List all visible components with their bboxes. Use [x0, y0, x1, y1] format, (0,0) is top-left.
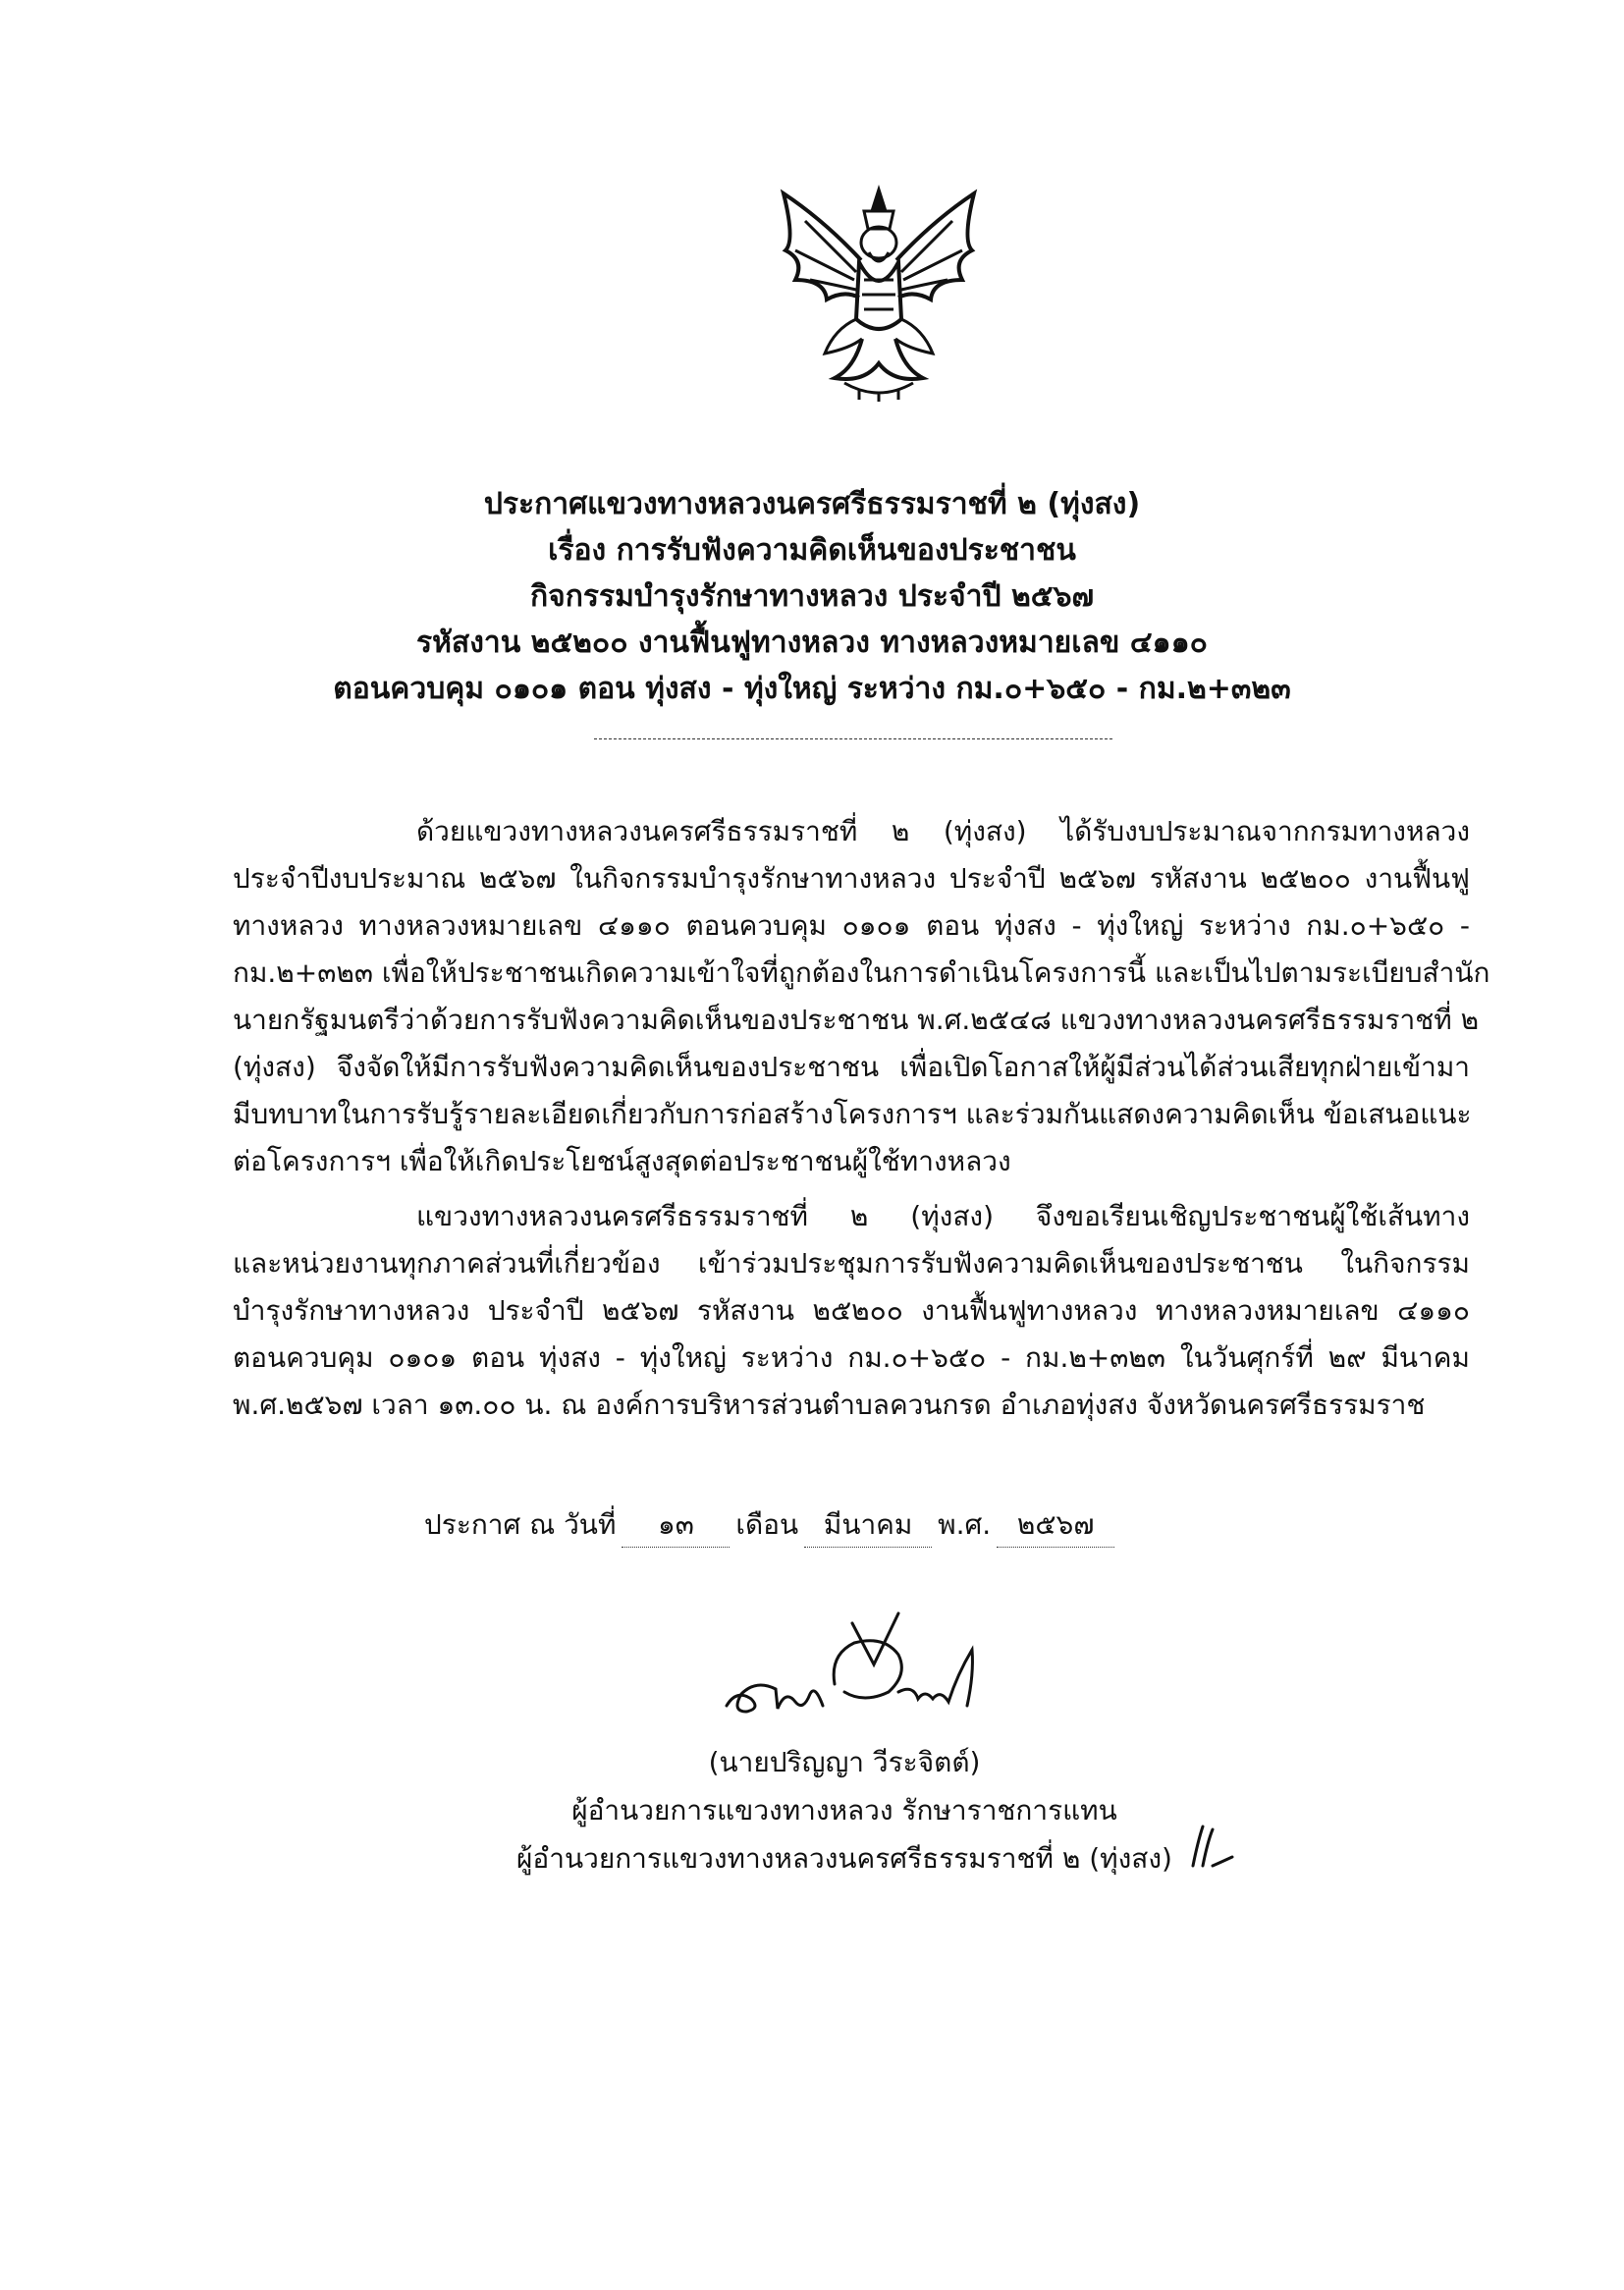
heading-line: รหัสงาน ๒๕๒๐๐ งานฟื้นฟูทางหลวง ทางหลวงหมายเลข ๔๑๑๐: [416, 626, 1208, 660]
body-line: บำรุงรักษาทางหลวง ประจำปี ๒๕๖๗ รหัสงาน ๒๕๒๐๐ งานฟื้นฟูทางหลวง ทางหลวงหมายเลข ๔๑๑๐: [233, 1294, 1470, 1327]
body-line: ตอนควบคุม ๐๑๐๑ ตอน ทุ่งสง - ทุ่งใหญ่ ระหว่าง กม.๐+๖๕๐ - กม.๒+๓๒๓ ในวันศุกร์ที่ ๒๙ มีนาคม: [233, 1341, 1470, 1374]
date-prefix: ประกาศ ณ วันที่: [424, 1508, 617, 1541]
body-line: (ทุ่งสง) จึงจัดให้มีการรับฟังความคิดเห็นของประชาชน เพื่อเปิดโอกาสให้ผู้มีส่วนได้ส่วนเสียทุกฝ่ายเข้ามา: [233, 1051, 1470, 1083]
body-line: ด้วยแขวงทางหลวงนครศรีธรรมราชที่ ๒ (ทุ่งสง) ได้รับงบประมาณจากกรมทางหลวง: [416, 815, 1470, 847]
initial-mark-icon: [1188, 1822, 1237, 1871]
heading-separator: [594, 738, 1112, 739]
heading-line: กิจกรรมบำรุงรักษาทางหลวง ประจำปี ๒๕๖๗: [529, 579, 1095, 614]
body-line: และหน่วยงานทุกภาคส่วนที่เกี่ยวข้อง เข้าร่วมประชุมการรับฟังความคิดเห็นของประชาชน ในกิจกรรม: [233, 1247, 1470, 1280]
signature-icon: [717, 1596, 1001, 1723]
garuda-emblem-icon: [766, 182, 992, 403]
heading-line: ประกาศแขวงทางหลวงนครศรีธรรมราชที่ ๒ (ทุ่งสง): [483, 487, 1141, 521]
body-line: นายกรัฐมนตรีว่าด้วยการรับฟังความคิดเห็นของประชาชน พ.ศ.๒๕๔๘ แขวงทางหลวงนครศรีธรรมราชที่ ๒: [233, 1004, 1480, 1036]
announcement-body: [233, 808, 1490, 1429]
body-line: พ.ศ.๒๕๖๗ เวลา ๑๓.๐๐ น. ณ องค์การบริหารส่วนตำบลควนกรด อำเภอทุ่งสง จังหวัดนครศรีธรรมราช: [233, 1389, 1426, 1421]
body-line: ทางหลวง ทางหลวงหมายเลข ๔๑๑๐ ตอนควบคุม ๐๑๐๑ ตอน ทุ่งสง - ทุ่งใหญ่ ระหว่าง กม.๐+๖๕๐ -: [233, 909, 1470, 942]
date-month-label: เดือน: [735, 1508, 799, 1541]
signatory-name: (นายปริญญา วีระจิตต์): [708, 1746, 981, 1778]
heading-line: ตอนควบคุม ๐๑๐๑ ตอน ทุ่งสง - ทุ่งใหญ่ ระหว่าง กม.๐+๖๕๐ - กม.๒+๓๒๓: [333, 672, 1291, 706]
body-line: ประจำปีงบประมาณ ๒๕๖๗ ในกิจกรรมบำรุงรักษาทางหลวง ประจำปี ๒๕๖๗ รหัสงาน ๒๕๒๐๐ งานฟื้นฟู: [233, 862, 1470, 895]
date-month: มีนาคม: [804, 1503, 932, 1548]
body-line: แขวงทางหลวงนครศรีธรรมราชที่ ๒ (ทุ่งสง) จึงขอเรียนเชิญประชาชนผู้ใช้เส้นทาง: [416, 1200, 1470, 1232]
signatory-block: [491, 1738, 1198, 1882]
paragraph-2: [233, 1193, 1470, 1429]
body-line: ต่อโครงการฯ เพื่อให้เกิดประโยชน์สูงสุดต่อประชาชนผู้ใช้ทางหลวง: [233, 1145, 1011, 1177]
date-day: ๑๓: [622, 1503, 730, 1548]
announcement-date: [424, 1503, 1120, 1548]
announcement-heading: [177, 481, 1447, 712]
signatory-position: ผู้อำนวยการแขวงทางหลวงนครศรีธรรมราชที่ ๒ (ทุ่งสง): [516, 1842, 1172, 1875]
paragraph-1: [233, 808, 1490, 1185]
body-line: มีบทบาทในการรับรู้รายละเอียดเกี่ยวกับการก่อสร้างโครงการฯ และร่วมกันแสดงความคิดเห็น ข้อเสนอแนะ: [233, 1098, 1472, 1130]
body-line: กม.๒+๓๒๓ เพื่อให้ประชาชนเกิดความเข้าใจที่ถูกต้องในการดำเนินโครงการนี้ และเป็นไปตามระเบียบสำนัก: [233, 956, 1490, 989]
date-year: ๒๕๖๗: [997, 1503, 1114, 1548]
date-year-label: พ.ศ.: [938, 1508, 992, 1541]
heading-line: เรื่อง การรับฟังความคิดเห็นของประชาชน: [548, 533, 1076, 568]
signatory-position: ผู้อำนวยการแขวงทางหลวง รักษาราชการแทน: [571, 1794, 1117, 1827]
